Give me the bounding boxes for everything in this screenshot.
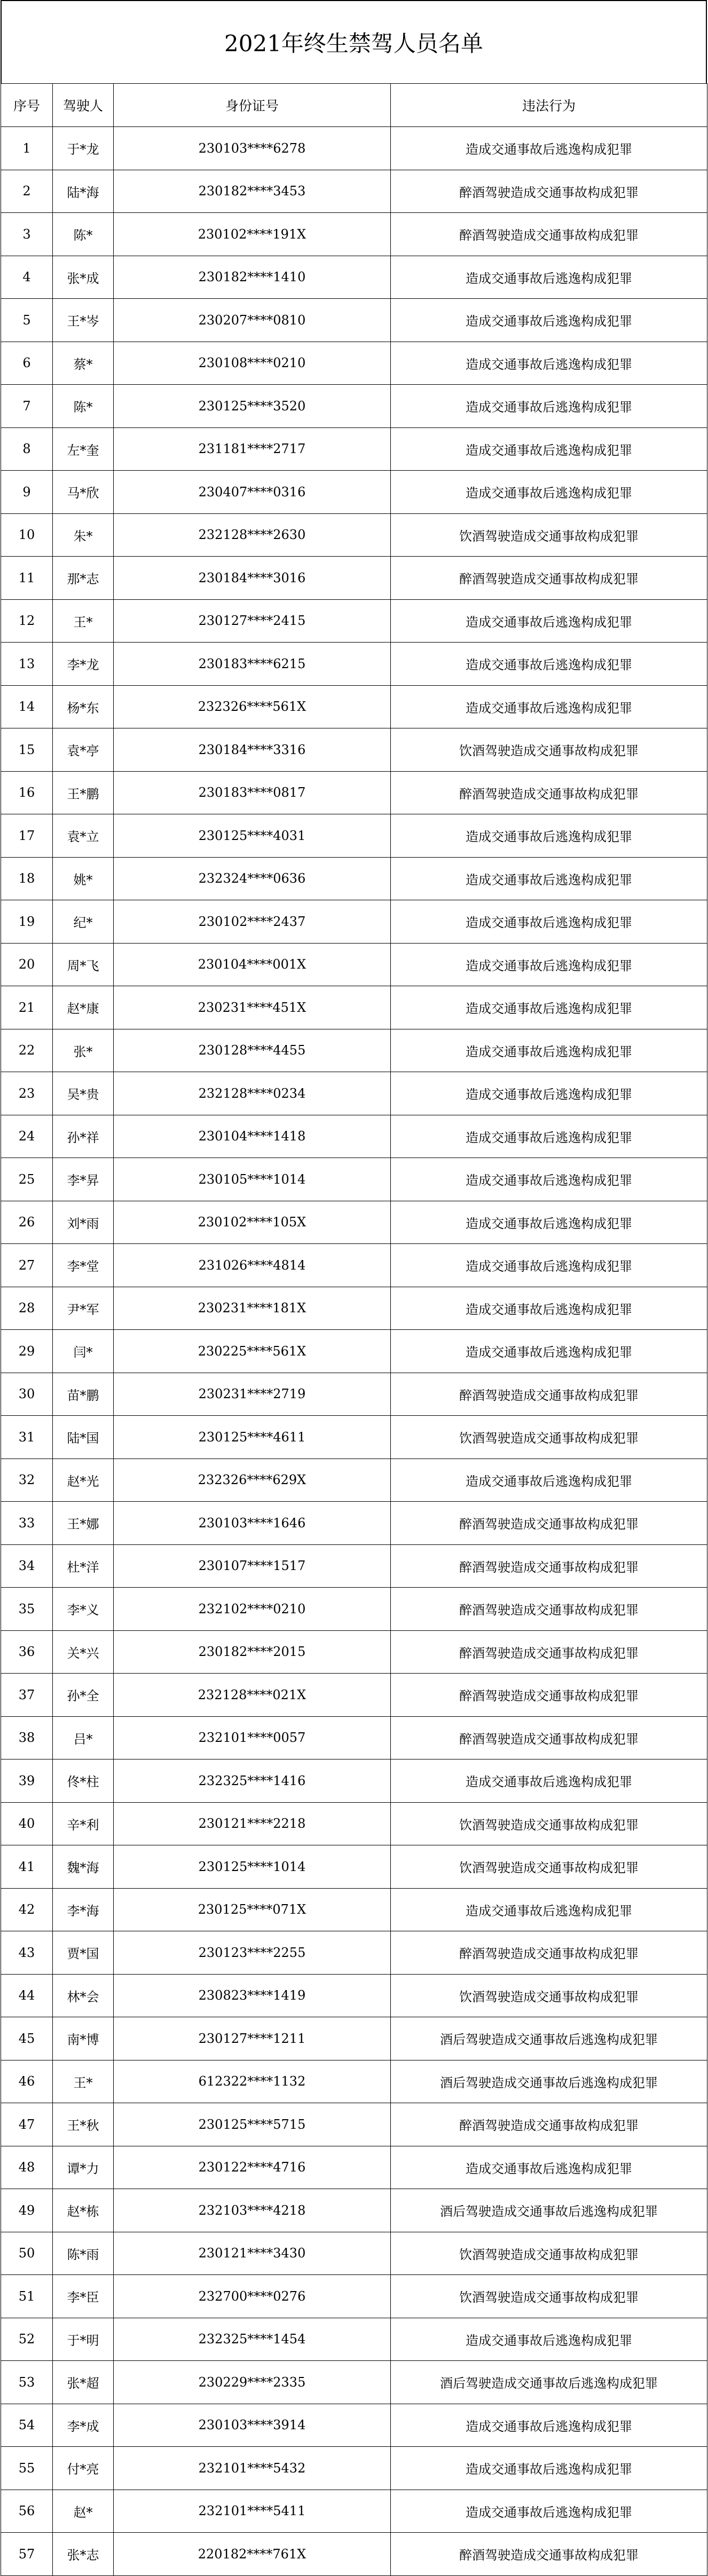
driver-name: 王*娜 bbox=[53, 1502, 114, 1545]
row-index: 29 bbox=[1, 1330, 53, 1373]
row-index: 16 bbox=[1, 771, 53, 814]
violation: 饮酒驾驶造成交通事故构成犯罪 bbox=[391, 1802, 707, 1845]
row-index: 54 bbox=[1, 2404, 53, 2447]
violation: 造成交通事故后逃逸构成犯罪 bbox=[391, 685, 707, 728]
table-row bbox=[1, 170, 707, 213]
id-number: 230125****4611 bbox=[114, 1416, 391, 1459]
table-row bbox=[1, 1502, 707, 1545]
driver-name: 李*成 bbox=[53, 2404, 114, 2447]
row-index: 21 bbox=[1, 986, 53, 1029]
row-index: 23 bbox=[1, 1072, 53, 1115]
id-number: 230183****6215 bbox=[114, 643, 391, 686]
violation: 酒后驾驶造成交通事故后逃逸构成犯罪 bbox=[391, 2060, 707, 2103]
row-index: 52 bbox=[1, 2318, 53, 2361]
id-number: 230125****1014 bbox=[114, 1845, 391, 1889]
table-row bbox=[1, 2232, 707, 2275]
table-body bbox=[1, 127, 707, 2576]
violation: 饮酒驾驶造成交通事故构成犯罪 bbox=[391, 2232, 707, 2275]
row-index: 6 bbox=[1, 342, 53, 385]
id-number: 230231****2719 bbox=[114, 1373, 391, 1416]
violation: 造成交通事故后逃逸构成犯罪 bbox=[391, 2318, 707, 2361]
driver-name: 于*龙 bbox=[53, 127, 114, 170]
row-index: 19 bbox=[1, 900, 53, 944]
id-number: 231026****4814 bbox=[114, 1244, 391, 1287]
table-row bbox=[1, 643, 707, 686]
document-sheet bbox=[1, 0, 707, 2576]
table-row bbox=[1, 299, 707, 342]
id-number: 230231****181X bbox=[114, 1287, 391, 1330]
violation: 造成交通事故后逃逸构成犯罪 bbox=[391, 1115, 707, 1158]
violation: 造成交通事故后逃逸构成犯罪 bbox=[391, 385, 707, 428]
table-row bbox=[1, 513, 707, 557]
table-row bbox=[1, 1931, 707, 1975]
table-row bbox=[1, 342, 707, 385]
row-index: 43 bbox=[1, 1931, 53, 1975]
row-index: 37 bbox=[1, 1674, 53, 1717]
violation: 饮酒驾驶造成交通事故构成犯罪 bbox=[391, 2275, 707, 2318]
id-number: 230102****191X bbox=[114, 213, 391, 256]
header-id-number: 身份证号 bbox=[114, 84, 391, 127]
row-index: 38 bbox=[1, 1716, 53, 1759]
violation: 醉酒驾驶造成交通事故构成犯罪 bbox=[391, 170, 707, 213]
row-index: 10 bbox=[1, 513, 53, 557]
violation: 饮酒驾驶造成交通事故构成犯罪 bbox=[391, 728, 707, 772]
violation: 造成交通事故后逃逸构成犯罪 bbox=[391, 127, 707, 170]
row-index: 12 bbox=[1, 599, 53, 643]
driver-name: 王* bbox=[53, 599, 114, 643]
id-number: 230103****3914 bbox=[114, 2404, 391, 2447]
row-index: 49 bbox=[1, 2189, 53, 2232]
driver-name: 袁*立 bbox=[53, 814, 114, 858]
table-row bbox=[1, 1888, 707, 1931]
id-number: 230207****0810 bbox=[114, 299, 391, 342]
row-index: 26 bbox=[1, 1201, 53, 1244]
row-index: 44 bbox=[1, 1974, 53, 2017]
id-number: 232324****0636 bbox=[114, 857, 391, 900]
violation: 造成交通事故后逃逸构成犯罪 bbox=[391, 1888, 707, 1931]
id-number: 232128****0234 bbox=[114, 1072, 391, 1115]
violation: 醉酒驾驶造成交通事故构成犯罪 bbox=[391, 1588, 707, 1631]
table-row bbox=[1, 1802, 707, 1845]
id-number: 230103****6278 bbox=[114, 127, 391, 170]
table-row bbox=[1, 2318, 707, 2361]
banned-drivers-table bbox=[1, 83, 707, 2576]
table-row bbox=[1, 1330, 707, 1373]
id-number: 230122****4716 bbox=[114, 2146, 391, 2189]
violation: 造成交通事故后逃逸构成犯罪 bbox=[391, 2146, 707, 2189]
row-index: 17 bbox=[1, 814, 53, 858]
id-number: 230125****3520 bbox=[114, 385, 391, 428]
table-row bbox=[1, 771, 707, 814]
violation: 醉酒驾驶造成交通事故构成犯罪 bbox=[391, 1931, 707, 1975]
driver-name: 李*龙 bbox=[53, 643, 114, 686]
row-index: 14 bbox=[1, 685, 53, 728]
row-index: 11 bbox=[1, 557, 53, 600]
id-number: 230125****5715 bbox=[114, 2103, 391, 2146]
row-index: 4 bbox=[1, 256, 53, 299]
driver-name: 袁*亭 bbox=[53, 728, 114, 772]
violation: 造成交通事故后逃逸构成犯罪 bbox=[391, 857, 707, 900]
table-row bbox=[1, 1029, 707, 1072]
table-row bbox=[1, 2017, 707, 2060]
row-index: 2 bbox=[1, 170, 53, 213]
id-number: 230121****3430 bbox=[114, 2232, 391, 2275]
driver-name: 孙*祥 bbox=[53, 1115, 114, 1158]
driver-name: 张* bbox=[53, 1029, 114, 1072]
id-number: 230105****1014 bbox=[114, 1158, 391, 1201]
driver-name: 陈*雨 bbox=[53, 2232, 114, 2275]
driver-name: 魏*海 bbox=[53, 1845, 114, 1889]
driver-name: 李*堂 bbox=[53, 1244, 114, 1287]
table-row bbox=[1, 1072, 707, 1115]
driver-name: 尹*军 bbox=[53, 1287, 114, 1330]
driver-name: 贾*国 bbox=[53, 1931, 114, 1975]
driver-name: 佟*柱 bbox=[53, 1759, 114, 1803]
driver-name: 杨*东 bbox=[53, 685, 114, 728]
id-number: 230104****001X bbox=[114, 943, 391, 986]
id-number: 232101****0057 bbox=[114, 1716, 391, 1759]
table-row bbox=[1, 1759, 707, 1803]
id-number: 230102****2437 bbox=[114, 900, 391, 944]
id-number: 232326****629X bbox=[114, 1459, 391, 1502]
table-row bbox=[1, 900, 707, 944]
id-number: 232326****561X bbox=[114, 685, 391, 728]
driver-name: 杜*洋 bbox=[53, 1544, 114, 1588]
id-number: 232103****4218 bbox=[114, 2189, 391, 2232]
id-number: 230108****0210 bbox=[114, 342, 391, 385]
violation: 造成交通事故后逃逸构成犯罪 bbox=[391, 471, 707, 514]
driver-name: 赵*康 bbox=[53, 986, 114, 1029]
driver-name: 吴*贵 bbox=[53, 1072, 114, 1115]
table-row bbox=[1, 728, 707, 772]
driver-name: 周*飞 bbox=[53, 943, 114, 986]
row-index: 8 bbox=[1, 427, 53, 471]
id-number: 232128****2630 bbox=[114, 513, 391, 557]
id-number: 230225****561X bbox=[114, 1330, 391, 1373]
id-number: 230231****451X bbox=[114, 986, 391, 1029]
driver-name: 苗*鹏 bbox=[53, 1373, 114, 1416]
row-index: 53 bbox=[1, 2361, 53, 2404]
violation: 造成交通事故后逃逸构成犯罪 bbox=[391, 814, 707, 858]
violation: 醉酒驾驶造成交通事故构成犯罪 bbox=[391, 1502, 707, 1545]
row-index: 46 bbox=[1, 2060, 53, 2103]
row-index: 40 bbox=[1, 1802, 53, 1845]
violation: 醉酒驾驶造成交通事故构成犯罪 bbox=[391, 2103, 707, 2146]
violation: 造成交通事故后逃逸构成犯罪 bbox=[391, 943, 707, 986]
violation: 造成交通事故后逃逸构成犯罪 bbox=[391, 1330, 707, 1373]
row-index: 25 bbox=[1, 1158, 53, 1201]
id-number: 232102****0210 bbox=[114, 1588, 391, 1631]
driver-name: 陈* bbox=[53, 213, 114, 256]
driver-name: 纪* bbox=[53, 900, 114, 944]
violation: 醉酒驾驶造成交通事故构成犯罪 bbox=[391, 1674, 707, 1717]
driver-name: 林*会 bbox=[53, 1974, 114, 2017]
row-index: 3 bbox=[1, 213, 53, 256]
table-row bbox=[1, 1459, 707, 1502]
table-row bbox=[1, 471, 707, 514]
row-index: 20 bbox=[1, 943, 53, 986]
violation: 造成交通事故后逃逸构成犯罪 bbox=[391, 2447, 707, 2490]
id-number: 230407****0316 bbox=[114, 471, 391, 514]
violation: 造成交通事故后逃逸构成犯罪 bbox=[391, 643, 707, 686]
row-index: 22 bbox=[1, 1029, 53, 1072]
id-number: 230184****3316 bbox=[114, 728, 391, 772]
row-index: 30 bbox=[1, 1373, 53, 1416]
driver-name: 王*秋 bbox=[53, 2103, 114, 2146]
row-index: 5 bbox=[1, 299, 53, 342]
violation: 酒后驾驶造成交通事故后逃逸构成犯罪 bbox=[391, 2361, 707, 2404]
id-number: 230125****4031 bbox=[114, 814, 391, 858]
table-row bbox=[1, 943, 707, 986]
table-row bbox=[1, 1115, 707, 1158]
row-index: 13 bbox=[1, 643, 53, 686]
header-row bbox=[1, 84, 707, 127]
id-number: 230104****1418 bbox=[114, 1115, 391, 1158]
row-index: 15 bbox=[1, 728, 53, 772]
id-number: 230182****2015 bbox=[114, 1630, 391, 1674]
id-number: 230123****2255 bbox=[114, 1931, 391, 1975]
driver-name: 王*岑 bbox=[53, 299, 114, 342]
table-row bbox=[1, 127, 707, 170]
table-row bbox=[1, 2146, 707, 2189]
driver-name: 赵* bbox=[53, 2490, 114, 2533]
driver-name: 李*海 bbox=[53, 1888, 114, 1931]
driver-name: 王* bbox=[53, 2060, 114, 2103]
id-number: 230183****0817 bbox=[114, 771, 391, 814]
row-index: 41 bbox=[1, 1845, 53, 1889]
driver-name: 付*亮 bbox=[53, 2447, 114, 2490]
driver-name: 赵*栋 bbox=[53, 2189, 114, 2232]
driver-name: 辛*利 bbox=[53, 1802, 114, 1845]
id-number: 230125****071X bbox=[114, 1888, 391, 1931]
driver-name: 李*臣 bbox=[53, 2275, 114, 2318]
id-number: 231181****2717 bbox=[114, 427, 391, 471]
row-index: 48 bbox=[1, 2146, 53, 2189]
id-number: 230184****3016 bbox=[114, 557, 391, 600]
driver-name: 关*兴 bbox=[53, 1630, 114, 1674]
id-number: 232101****5432 bbox=[114, 2447, 391, 2490]
violation: 造成交通事故后逃逸构成犯罪 bbox=[391, 342, 707, 385]
violation: 醉酒驾驶造成交通事故构成犯罪 bbox=[391, 1630, 707, 1674]
table-row bbox=[1, 1244, 707, 1287]
table-row bbox=[1, 385, 707, 428]
row-index: 35 bbox=[1, 1588, 53, 1631]
row-index: 45 bbox=[1, 2017, 53, 2060]
table-row bbox=[1, 2361, 707, 2404]
row-index: 34 bbox=[1, 1544, 53, 1588]
row-index: 51 bbox=[1, 2275, 53, 2318]
row-index: 1 bbox=[1, 127, 53, 170]
table-row bbox=[1, 256, 707, 299]
id-number: 230102****105X bbox=[114, 1201, 391, 1244]
violation: 醉酒驾驶造成交通事故构成犯罪 bbox=[391, 771, 707, 814]
driver-name: 吕* bbox=[53, 1716, 114, 1759]
table-row bbox=[1, 1287, 707, 1330]
id-number: 232325****1454 bbox=[114, 2318, 391, 2361]
id-number: 232101****5411 bbox=[114, 2490, 391, 2533]
driver-name: 陈* bbox=[53, 385, 114, 428]
id-number: 220182****761X bbox=[114, 2533, 391, 2576]
row-index: 31 bbox=[1, 1416, 53, 1459]
id-number: 230823****1419 bbox=[114, 1974, 391, 2017]
driver-name: 孙*全 bbox=[53, 1674, 114, 1717]
row-index: 36 bbox=[1, 1630, 53, 1674]
driver-name: 南*博 bbox=[53, 2017, 114, 2060]
driver-name: 马*欣 bbox=[53, 471, 114, 514]
table-row bbox=[1, 986, 707, 1029]
table-row bbox=[1, 1588, 707, 1631]
row-index: 39 bbox=[1, 1759, 53, 1803]
driver-name: 李*义 bbox=[53, 1588, 114, 1631]
violation: 造成交通事故后逃逸构成犯罪 bbox=[391, 1201, 707, 1244]
table-row bbox=[1, 1201, 707, 1244]
row-index: 32 bbox=[1, 1459, 53, 1502]
id-number: 230103****1646 bbox=[114, 1502, 391, 1545]
row-index: 27 bbox=[1, 1244, 53, 1287]
table-row bbox=[1, 814, 707, 858]
row-index: 57 bbox=[1, 2533, 53, 2576]
violation: 造成交通事故后逃逸构成犯罪 bbox=[391, 900, 707, 944]
violation: 造成交通事故后逃逸构成犯罪 bbox=[391, 1244, 707, 1287]
violation: 造成交通事故后逃逸构成犯罪 bbox=[391, 256, 707, 299]
violation: 醉酒驾驶造成交通事故构成犯罪 bbox=[391, 1544, 707, 1588]
driver-name: 于*明 bbox=[53, 2318, 114, 2361]
violation: 醉酒驾驶造成交通事故构成犯罪 bbox=[391, 213, 707, 256]
table-row bbox=[1, 2490, 707, 2533]
table-row bbox=[1, 213, 707, 256]
driver-name: 闫* bbox=[53, 1330, 114, 1373]
driver-name: 左*奎 bbox=[53, 427, 114, 471]
driver-name: 李*昇 bbox=[53, 1158, 114, 1201]
table-row bbox=[1, 1630, 707, 1674]
row-index: 24 bbox=[1, 1115, 53, 1158]
driver-name: 赵*光 bbox=[53, 1459, 114, 1502]
violation: 醉酒驾驶造成交通事故构成犯罪 bbox=[391, 1373, 707, 1416]
driver-name: 朱* bbox=[53, 513, 114, 557]
driver-name: 陆*国 bbox=[53, 1416, 114, 1459]
driver-name: 蔡* bbox=[53, 342, 114, 385]
violation: 酒后驾驶造成交通事故后逃逸构成犯罪 bbox=[391, 2189, 707, 2232]
table-row bbox=[1, 1974, 707, 2017]
row-index: 18 bbox=[1, 857, 53, 900]
id-number: 230128****4455 bbox=[114, 1029, 391, 1072]
id-number: 230121****2218 bbox=[114, 1802, 391, 1845]
row-index: 33 bbox=[1, 1502, 53, 1545]
table-row bbox=[1, 1845, 707, 1889]
id-number: 232325****1416 bbox=[114, 1759, 391, 1803]
driver-name: 张*超 bbox=[53, 2361, 114, 2404]
id-number: 232128****021X bbox=[114, 1674, 391, 1717]
table-row bbox=[1, 2533, 707, 2576]
table-row bbox=[1, 599, 707, 643]
driver-name: 张*成 bbox=[53, 256, 114, 299]
violation: 造成交通事故后逃逸构成犯罪 bbox=[391, 2490, 707, 2533]
row-index: 9 bbox=[1, 471, 53, 514]
violation: 造成交通事故后逃逸构成犯罪 bbox=[391, 427, 707, 471]
row-index: 42 bbox=[1, 1888, 53, 1931]
table-row bbox=[1, 1373, 707, 1416]
header-index: 序号 bbox=[1, 84, 53, 127]
driver-name: 谭*力 bbox=[53, 2146, 114, 2189]
table-row bbox=[1, 685, 707, 728]
table-row bbox=[1, 1716, 707, 1759]
id-number: 230107****1517 bbox=[114, 1544, 391, 1588]
violation: 造成交通事故后逃逸构成犯罪 bbox=[391, 599, 707, 643]
table-row bbox=[1, 857, 707, 900]
table-row bbox=[1, 2404, 707, 2447]
violation: 酒后驾驶造成交通事故后逃逸构成犯罪 bbox=[391, 2017, 707, 2060]
violation: 醉酒驾驶造成交通事故构成犯罪 bbox=[391, 557, 707, 600]
row-index: 56 bbox=[1, 2490, 53, 2533]
table-row bbox=[1, 2060, 707, 2103]
driver-name: 陆*海 bbox=[53, 170, 114, 213]
driver-name: 姚* bbox=[53, 857, 114, 900]
driver-name: 刘*雨 bbox=[53, 1201, 114, 1244]
violation: 饮酒驾驶造成交通事故构成犯罪 bbox=[391, 1974, 707, 2017]
table-row bbox=[1, 2103, 707, 2146]
violation: 造成交通事故后逃逸构成犯罪 bbox=[391, 1459, 707, 1502]
violation: 造成交通事故后逃逸构成犯罪 bbox=[391, 1029, 707, 1072]
driver-name: 那*志 bbox=[53, 557, 114, 600]
table-row bbox=[1, 2189, 707, 2232]
violation: 饮酒驾驶造成交通事故构成犯罪 bbox=[391, 1416, 707, 1459]
table-row bbox=[1, 2447, 707, 2490]
violation: 饮酒驾驶造成交通事故构成犯罪 bbox=[391, 1845, 707, 1889]
violation: 造成交通事故后逃逸构成犯罪 bbox=[391, 299, 707, 342]
violation: 醉酒驾驶造成交通事故构成犯罪 bbox=[391, 2533, 707, 2576]
violation: 造成交通事故后逃逸构成犯罪 bbox=[391, 986, 707, 1029]
table-row bbox=[1, 2275, 707, 2318]
table-row bbox=[1, 1416, 707, 1459]
violation: 造成交通事故后逃逸构成犯罪 bbox=[391, 1072, 707, 1115]
violation: 造成交通事故后逃逸构成犯罪 bbox=[391, 1759, 707, 1803]
id-number: 230182****3453 bbox=[114, 170, 391, 213]
id-number: 230127****2415 bbox=[114, 599, 391, 643]
violation: 醉酒驾驶造成交通事故构成犯罪 bbox=[391, 1716, 707, 1759]
id-number: 230229****2335 bbox=[114, 2361, 391, 2404]
row-index: 50 bbox=[1, 2232, 53, 2275]
row-index: 28 bbox=[1, 1287, 53, 1330]
table-row bbox=[1, 1158, 707, 1201]
row-index: 55 bbox=[1, 2447, 53, 2490]
header-violation: 违法行为 bbox=[391, 84, 707, 127]
violation: 造成交通事故后逃逸构成犯罪 bbox=[391, 1158, 707, 1201]
id-number: 232700****0276 bbox=[114, 2275, 391, 2318]
violation: 造成交通事故后逃逸构成犯罪 bbox=[391, 1287, 707, 1330]
driver-name: 张*志 bbox=[53, 2533, 114, 2576]
id-number: 230182****1410 bbox=[114, 256, 391, 299]
page-title: 2021年终生禁驾人员名单 bbox=[1, 0, 707, 83]
driver-name: 王*鹏 bbox=[53, 771, 114, 814]
violation: 造成交通事故后逃逸构成犯罪 bbox=[391, 2404, 707, 2447]
table-row bbox=[1, 1674, 707, 1717]
table-row bbox=[1, 557, 707, 600]
row-index: 47 bbox=[1, 2103, 53, 2146]
id-number: 230127****1211 bbox=[114, 2017, 391, 2060]
table-row bbox=[1, 1544, 707, 1588]
row-index: 7 bbox=[1, 385, 53, 428]
header-driver: 驾驶人 bbox=[53, 84, 114, 127]
table-row bbox=[1, 427, 707, 471]
violation: 饮酒驾驶造成交通事故构成犯罪 bbox=[391, 513, 707, 557]
id-number: 612322****1132 bbox=[114, 2060, 391, 2103]
